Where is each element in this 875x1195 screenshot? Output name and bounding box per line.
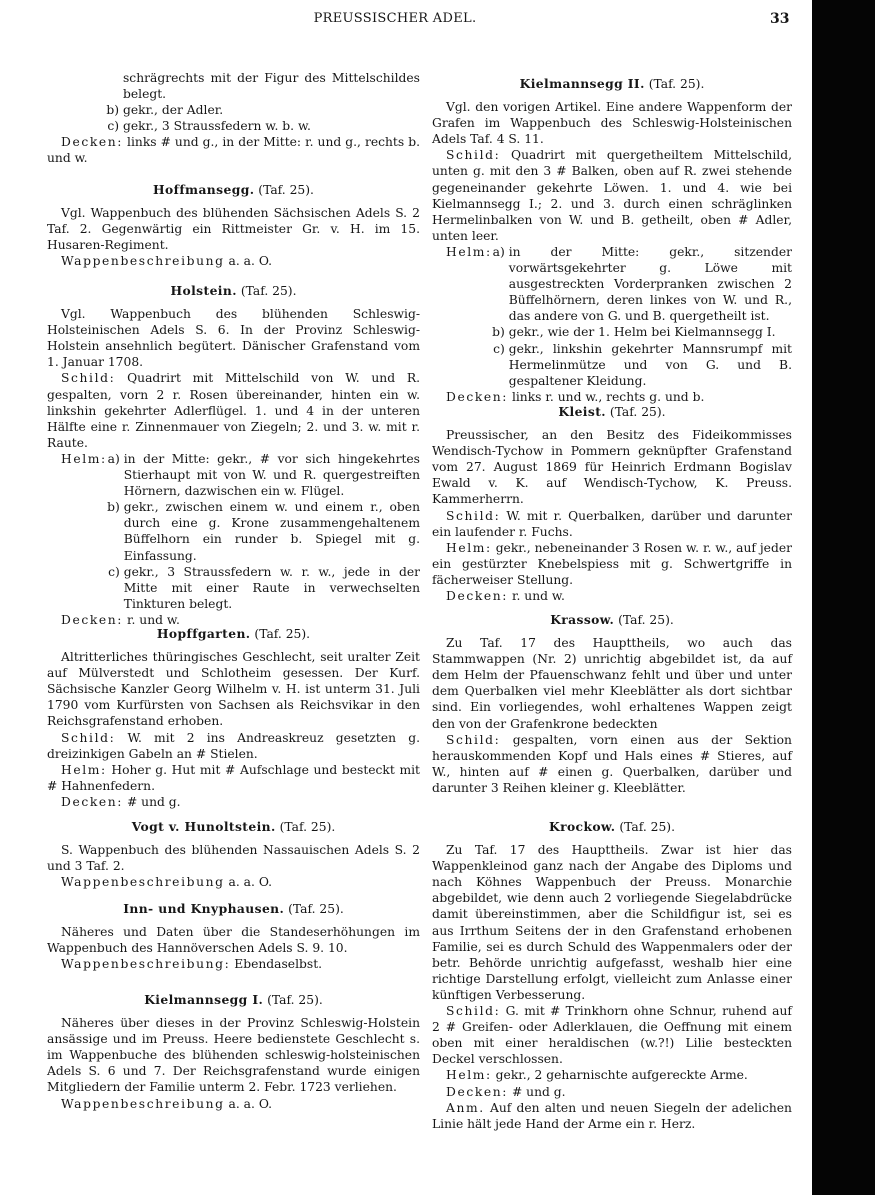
field-label: Helm: bbox=[61, 451, 107, 466]
paragraph bbox=[432, 427, 792, 507]
entry-heading bbox=[432, 612, 792, 628]
paragraph-text: S. Wappenbuch des blühenden Nassauischen Adels S. 2 und 3 Taf. 2. bbox=[47, 843, 420, 874]
field-label: Decken: bbox=[446, 389, 509, 404]
entry-name: Vogt v. Hunoltstein. bbox=[131, 819, 276, 834]
paragraph-text: Näheres über dieses in der Provinz Schleswig-Holstein ansässige und im Preuss. Heere bedienstete Geschlecht s. im Wappenbuche des blühenden schleswig-holsteinischen Adels S. 6 und 7. Der Reichsgrafenstand wurde einigen Mitgliedern der Familie unterm 2. Febr. 1723 verliehen. bbox=[47, 1016, 420, 1095]
entry-name: Inn- und Knyphausen. bbox=[123, 901, 285, 916]
field-label: Schild: bbox=[61, 371, 116, 386]
item-text: schrägrechts mit der Figur des Mittelschildes belegt. bbox=[123, 71, 420, 102]
item-marker: a) bbox=[492, 244, 505, 259]
paragraph bbox=[432, 1084, 792, 1100]
paragraph-text: r. und w. bbox=[126, 612, 180, 627]
entry-name: Hopffgarten. bbox=[156, 626, 251, 641]
item-marker: a) bbox=[107, 451, 120, 466]
item-text: gekr., 3 Straussfedern w. r. w., jede in der Mitte mit einer Raute in verwechselten Tinkturen belegt. bbox=[123, 564, 420, 611]
paragraph bbox=[47, 306, 420, 370]
paragraph bbox=[47, 956, 420, 972]
paragraph-text: Hoher g. Hut mit # Aufschlage und besteckt mit # Hahnenfedern. bbox=[47, 762, 420, 793]
crest-items bbox=[492, 244, 792, 389]
field-label: Helm: bbox=[446, 540, 492, 555]
field-label: Helm: bbox=[61, 762, 107, 777]
plate-reference: (Taf. 25). bbox=[279, 820, 336, 834]
paragraph-text: gekr., nebeneinander 3 Rosen w. r. w., auf jeder ein gestürzter Knebelspiess mit g. Schwertgriffe in fächerweiser Stellung. bbox=[432, 540, 792, 587]
paragraph bbox=[47, 253, 420, 269]
paragraph-text: Quadrirt mit quergetheiltem Mittelschild, unten g. mit den 3 # Balken, oben auf R. zwei stehende gegeneinander gekehrte Löwen. 1. und 4. wie bei Kielmannsegg I.; 2. und 3. durch einen schräglinken Hermelinbalken von W. und B. getheilt, oben # Adler, unten leer. bbox=[432, 148, 792, 243]
paragraph bbox=[47, 649, 420, 729]
entry-section bbox=[47, 819, 420, 890]
paragraph-text: Auf den alten und neuen Siegeln der adelichen Linie hält jede Hand der Arme ein r. Herz. bbox=[432, 1100, 792, 1131]
entry-name: Holstein. bbox=[170, 283, 237, 298]
item-text: in der Mitte: gekr., sitzender vorwärtsgekehrter g. Löwe mit ausgestreckten Vorderpranken zwischen 2 Büffelhörnern, deren linkes von W. und R., das andere von G. und B. quergetheilt ist. bbox=[508, 244, 792, 324]
field-label: Helm: bbox=[446, 1068, 492, 1083]
field-label: Wappenbeschreibung: bbox=[61, 957, 231, 972]
item-marker: b) bbox=[107, 500, 120, 515]
paragraph bbox=[432, 1003, 792, 1067]
list-item bbox=[107, 499, 420, 563]
plate-reference: (Taf. 25). bbox=[258, 183, 314, 197]
paragraph bbox=[432, 1100, 792, 1132]
item-marker: b) bbox=[106, 103, 119, 118]
field-label: Wappenbeschreibung bbox=[61, 254, 225, 269]
field-label: Schild: bbox=[446, 148, 501, 163]
entry-name: Kleist. bbox=[558, 404, 606, 419]
paragraph bbox=[432, 540, 792, 588]
paragraph bbox=[432, 147, 792, 244]
paragraph-text: Näheres und Daten über die Standeserhöhungen im Wappenbuch des Hannöverschen Adels S. 9. 10. bbox=[47, 925, 420, 956]
item-text: gekr., linkshin gekehrter Mannsrumpf mit Hermelinmütze und von G. und B. gespaltener Kleidung. bbox=[508, 341, 792, 388]
crest-list bbox=[47, 70, 420, 134]
paragraph bbox=[47, 794, 420, 810]
paragraph bbox=[432, 389, 792, 405]
paragraph bbox=[47, 370, 420, 450]
paragraph bbox=[47, 842, 420, 874]
entry-heading bbox=[432, 404, 792, 420]
entry-heading bbox=[47, 182, 420, 198]
entry-section bbox=[47, 626, 420, 810]
crest-items bbox=[106, 70, 420, 134]
paragraph bbox=[47, 730, 420, 762]
paragraph-text: Ebendaselbst. bbox=[234, 957, 323, 972]
entry-name: Krockow. bbox=[548, 819, 616, 834]
entry-section bbox=[47, 182, 420, 269]
list-item bbox=[107, 564, 420, 612]
field-label: Wappenbeschreibung bbox=[61, 1096, 225, 1111]
field-label: Helm: bbox=[446, 244, 492, 259]
item-text: gekr., der Adler. bbox=[123, 103, 224, 118]
plate-reference: (Taf. 25). bbox=[619, 820, 675, 834]
entry-heading bbox=[432, 76, 792, 92]
entry-section bbox=[47, 992, 420, 1112]
item-text: in der Mitte: gekr., # vor sich hingekehrtes Stierhaupt mit von W. und R. quergestreiften Hörnern, dazwischen ein w. Flügel. bbox=[123, 451, 420, 499]
paragraph bbox=[432, 732, 792, 796]
paragraph-text: W. mit r. Querbalken, darüber und darunter ein laufender r. Fuchs. bbox=[432, 508, 792, 539]
field-label: Schild: bbox=[446, 732, 501, 747]
crest-list bbox=[47, 451, 420, 612]
paragraph-text: # und g. bbox=[511, 1084, 566, 1099]
page-number: 33 bbox=[770, 11, 790, 27]
paragraph-text: Zu Taf. 17 des Haupttheils. Zwar ist hier das Wappenkleinod ganz nach der Angabe des Diploms und nach Köhnes Wappenbuch der Preuss. Monarchie abgebildet, wie denn auch 2 vorliegende Siegelabdrücke damit übereinstimmen, aber die Schildfigur ist, sei es aus Irrthum Seitens der in den Grafenstand erhobenen Familie, sei es durch Schuld des Wappenmalers oder der betr. Behörde unrichtig aufgefasst, weshalb hier eine richtige Darstellung erfolgt, vielleicht zum Anlasse einer künftigen Verbesserung. bbox=[432, 843, 792, 1002]
field-label: Schild: bbox=[446, 1004, 501, 1019]
paragraph-text: W. mit 2 ins Andreaskreuz gesetzten g. dreizinkigen Gabeln an # Stielen. bbox=[47, 730, 420, 761]
field-label: Schild: bbox=[446, 508, 501, 523]
list-item bbox=[106, 102, 420, 118]
item-marker: c) bbox=[107, 119, 119, 134]
entry-name: Kielmannsegg I. bbox=[144, 992, 264, 1007]
field-label: Anm. bbox=[446, 1100, 485, 1115]
entry-section bbox=[432, 76, 792, 405]
field-label: Decken: bbox=[61, 612, 124, 627]
paragraph bbox=[47, 762, 420, 794]
paragraph bbox=[432, 842, 792, 1003]
plate-reference: (Taf. 25). bbox=[648, 77, 705, 91]
list-item bbox=[106, 118, 420, 134]
paragraph bbox=[432, 635, 792, 732]
entry-heading bbox=[432, 819, 792, 835]
paragraph-text: # und g. bbox=[126, 794, 181, 809]
paragraph-text: r. und w. bbox=[511, 589, 565, 604]
scan-border bbox=[812, 0, 875, 1195]
item-text: gekr., wie der 1. Helm bei Kielmannsegg I. bbox=[508, 325, 776, 340]
item-marker: b) bbox=[492, 325, 505, 340]
item-marker bbox=[106, 70, 123, 102]
list-item bbox=[106, 70, 420, 102]
entry-heading bbox=[47, 992, 420, 1008]
item-text: gekr., zwischen einem w. und einem r., oben durch eine g. Krone zusammengehaltenem Büffelhorn ein runder b. Spiegel mit g. Einfassung. bbox=[123, 500, 420, 563]
paragraph-text: Altritterliches thüringisches Geschlecht, seit uralter Zeit auf Mülverstedt und Schlotheim gesessen. Der Kurf. Sächsische Kanzler Georg Wilhelm v. H. ist unterm 31. Juli 1790 vom Kurfürsten von Sachsen als Reichsvikar in den Reichsgrafenstand erhoben. bbox=[47, 650, 420, 729]
field-label bbox=[61, 70, 106, 134]
crest-items bbox=[107, 451, 420, 612]
entry-name: Kielmannsegg II. bbox=[519, 76, 645, 91]
entry-heading bbox=[47, 819, 420, 835]
entry-section bbox=[432, 819, 792, 1132]
entry-section bbox=[432, 404, 792, 604]
paragraph-text: Vgl. Wappenbuch des blühenden Sächsischen Adels S. 2 Taf. 2. Gegenwärtig ein Rittmeister Gr. v. H. im 15. Husaren-Regiment. bbox=[47, 206, 420, 253]
paragraph-text: a. a. O. bbox=[228, 254, 273, 269]
paragraph-text: links # und g., in der Mitte: r. und g., rechts b. und w. bbox=[47, 135, 420, 166]
field-label: Decken: bbox=[61, 135, 124, 150]
list-item bbox=[492, 244, 792, 324]
paragraph bbox=[47, 134, 420, 166]
entry-section bbox=[47, 70, 420, 167]
item-marker: c) bbox=[108, 564, 120, 579]
paragraph bbox=[432, 1067, 792, 1083]
running-header: PREUSSISCHER ADEL. bbox=[313, 11, 477, 26]
entry-name: Krassow. bbox=[550, 612, 615, 627]
field-label: Decken: bbox=[61, 794, 124, 809]
paragraph bbox=[432, 588, 792, 604]
paragraph-text: gespalten, vorn einen aus der Sektion herauskommenden Kopf und Hals eines # Stieres, auf W., hinten auf # einen g. Querbalken, darüber und darunter 3 Reihen kleiner g. Kleeblätter. bbox=[432, 732, 792, 795]
entry-section bbox=[432, 612, 792, 796]
paragraph bbox=[47, 874, 420, 890]
field-label: Decken: bbox=[446, 589, 509, 604]
list-item bbox=[492, 324, 792, 340]
plate-reference: (Taf. 25). bbox=[240, 284, 297, 298]
paragraph-text: a. a. O. bbox=[228, 875, 273, 890]
plate-reference: (Taf. 25). bbox=[267, 993, 323, 1007]
entry-section bbox=[47, 283, 420, 628]
paragraph-text: gekr., 2 geharnischte aufgereckte Arme. bbox=[495, 1068, 748, 1083]
item-text: gekr., 3 Straussfedern w. b. w. bbox=[123, 119, 311, 134]
paragraph bbox=[47, 924, 420, 956]
entry-heading bbox=[47, 283, 420, 299]
entry-section bbox=[47, 901, 420, 972]
paragraph-text: Zu Taf. 17 des Haupttheils, wo auch das Stammwappen (Nr. 2) unrichtig abgebildet ist, da auf dem Helm der Pfauenschwanz fehlt und über und unter dem Querbalken viel mehr Kleeblätter als dort sichtbar sind. Ein vorliegendes, wohl erhaltenes Wappen zeigt den von der Grafenkrone bedeckten bbox=[432, 636, 792, 731]
plate-reference: (Taf. 25). bbox=[288, 902, 344, 916]
paragraph-text: G. mit # Trinkhorn ohne Schnur, ruhend auf 2 # Greifen- oder Adlerklauen, die Oeffnung mit einem oben mit einer heraldischen (w.?!) Lilie besteckten Deckel verschlossen. bbox=[432, 1004, 792, 1067]
paragraph-text: Quadrirt mit Mittelschild von W. und R. gespalten, vorn 2 r. Rosen übereinander, hinten ein w. linkshin gekehrter Adlerflügel. 1. und 4 in der unteren Hälfte eine r. Zinnenmauer von Ziegeln; 2. und 3. w. mit r. Raute. bbox=[47, 371, 420, 450]
entry-heading bbox=[47, 626, 420, 642]
paragraph-text: Vgl. Wappenbuch des blühenden Schleswig-Holsteinischen Adels S. 6. In der Provinz Schleswig-Holstein ansehnlich begütert. Dänischer Grafenstand vom 1. Januar 1708. bbox=[47, 307, 420, 370]
list-item bbox=[492, 341, 792, 389]
paragraph bbox=[47, 205, 420, 253]
field-label: Wappenbeschreibung bbox=[61, 875, 225, 890]
plate-reference: (Taf. 25). bbox=[618, 613, 674, 627]
list-item bbox=[107, 451, 420, 499]
crest-list bbox=[432, 244, 792, 389]
paragraph bbox=[432, 508, 792, 540]
field-label: Schild: bbox=[61, 730, 116, 745]
paragraph-text: a. a. O. bbox=[228, 1096, 273, 1111]
paragraph-text: Vgl. den vorigen Artikel. Eine andere Wappenform der Grafen im Wappenbuch des Schleswig-Holsteinischen Adels Taf. 4 S. 11. bbox=[432, 100, 792, 147]
item-marker: c) bbox=[493, 341, 505, 356]
paragraph-text: links r. und w., rechts g. und b. bbox=[511, 389, 705, 404]
plate-reference: (Taf. 25). bbox=[609, 405, 666, 419]
plate-reference: (Taf. 25). bbox=[254, 627, 311, 641]
paragraph-text: Preussischer, an den Besitz des Fideikommisses Wendisch-Tychow in Pommern geknüpfter Grafenstand vom 27. August 1869 für Heinrich Erdmann Bogislav Ewald v. K. auf Wendisch-Tychow, K. Preuss. Kammerherrn. bbox=[432, 428, 792, 507]
field-label: Decken: bbox=[446, 1084, 509, 1099]
entry-name: Hoffmansegg. bbox=[153, 182, 255, 197]
paragraph bbox=[47, 1096, 420, 1112]
paragraph bbox=[432, 99, 792, 147]
paragraph bbox=[47, 1015, 420, 1095]
entry-heading bbox=[47, 901, 420, 917]
